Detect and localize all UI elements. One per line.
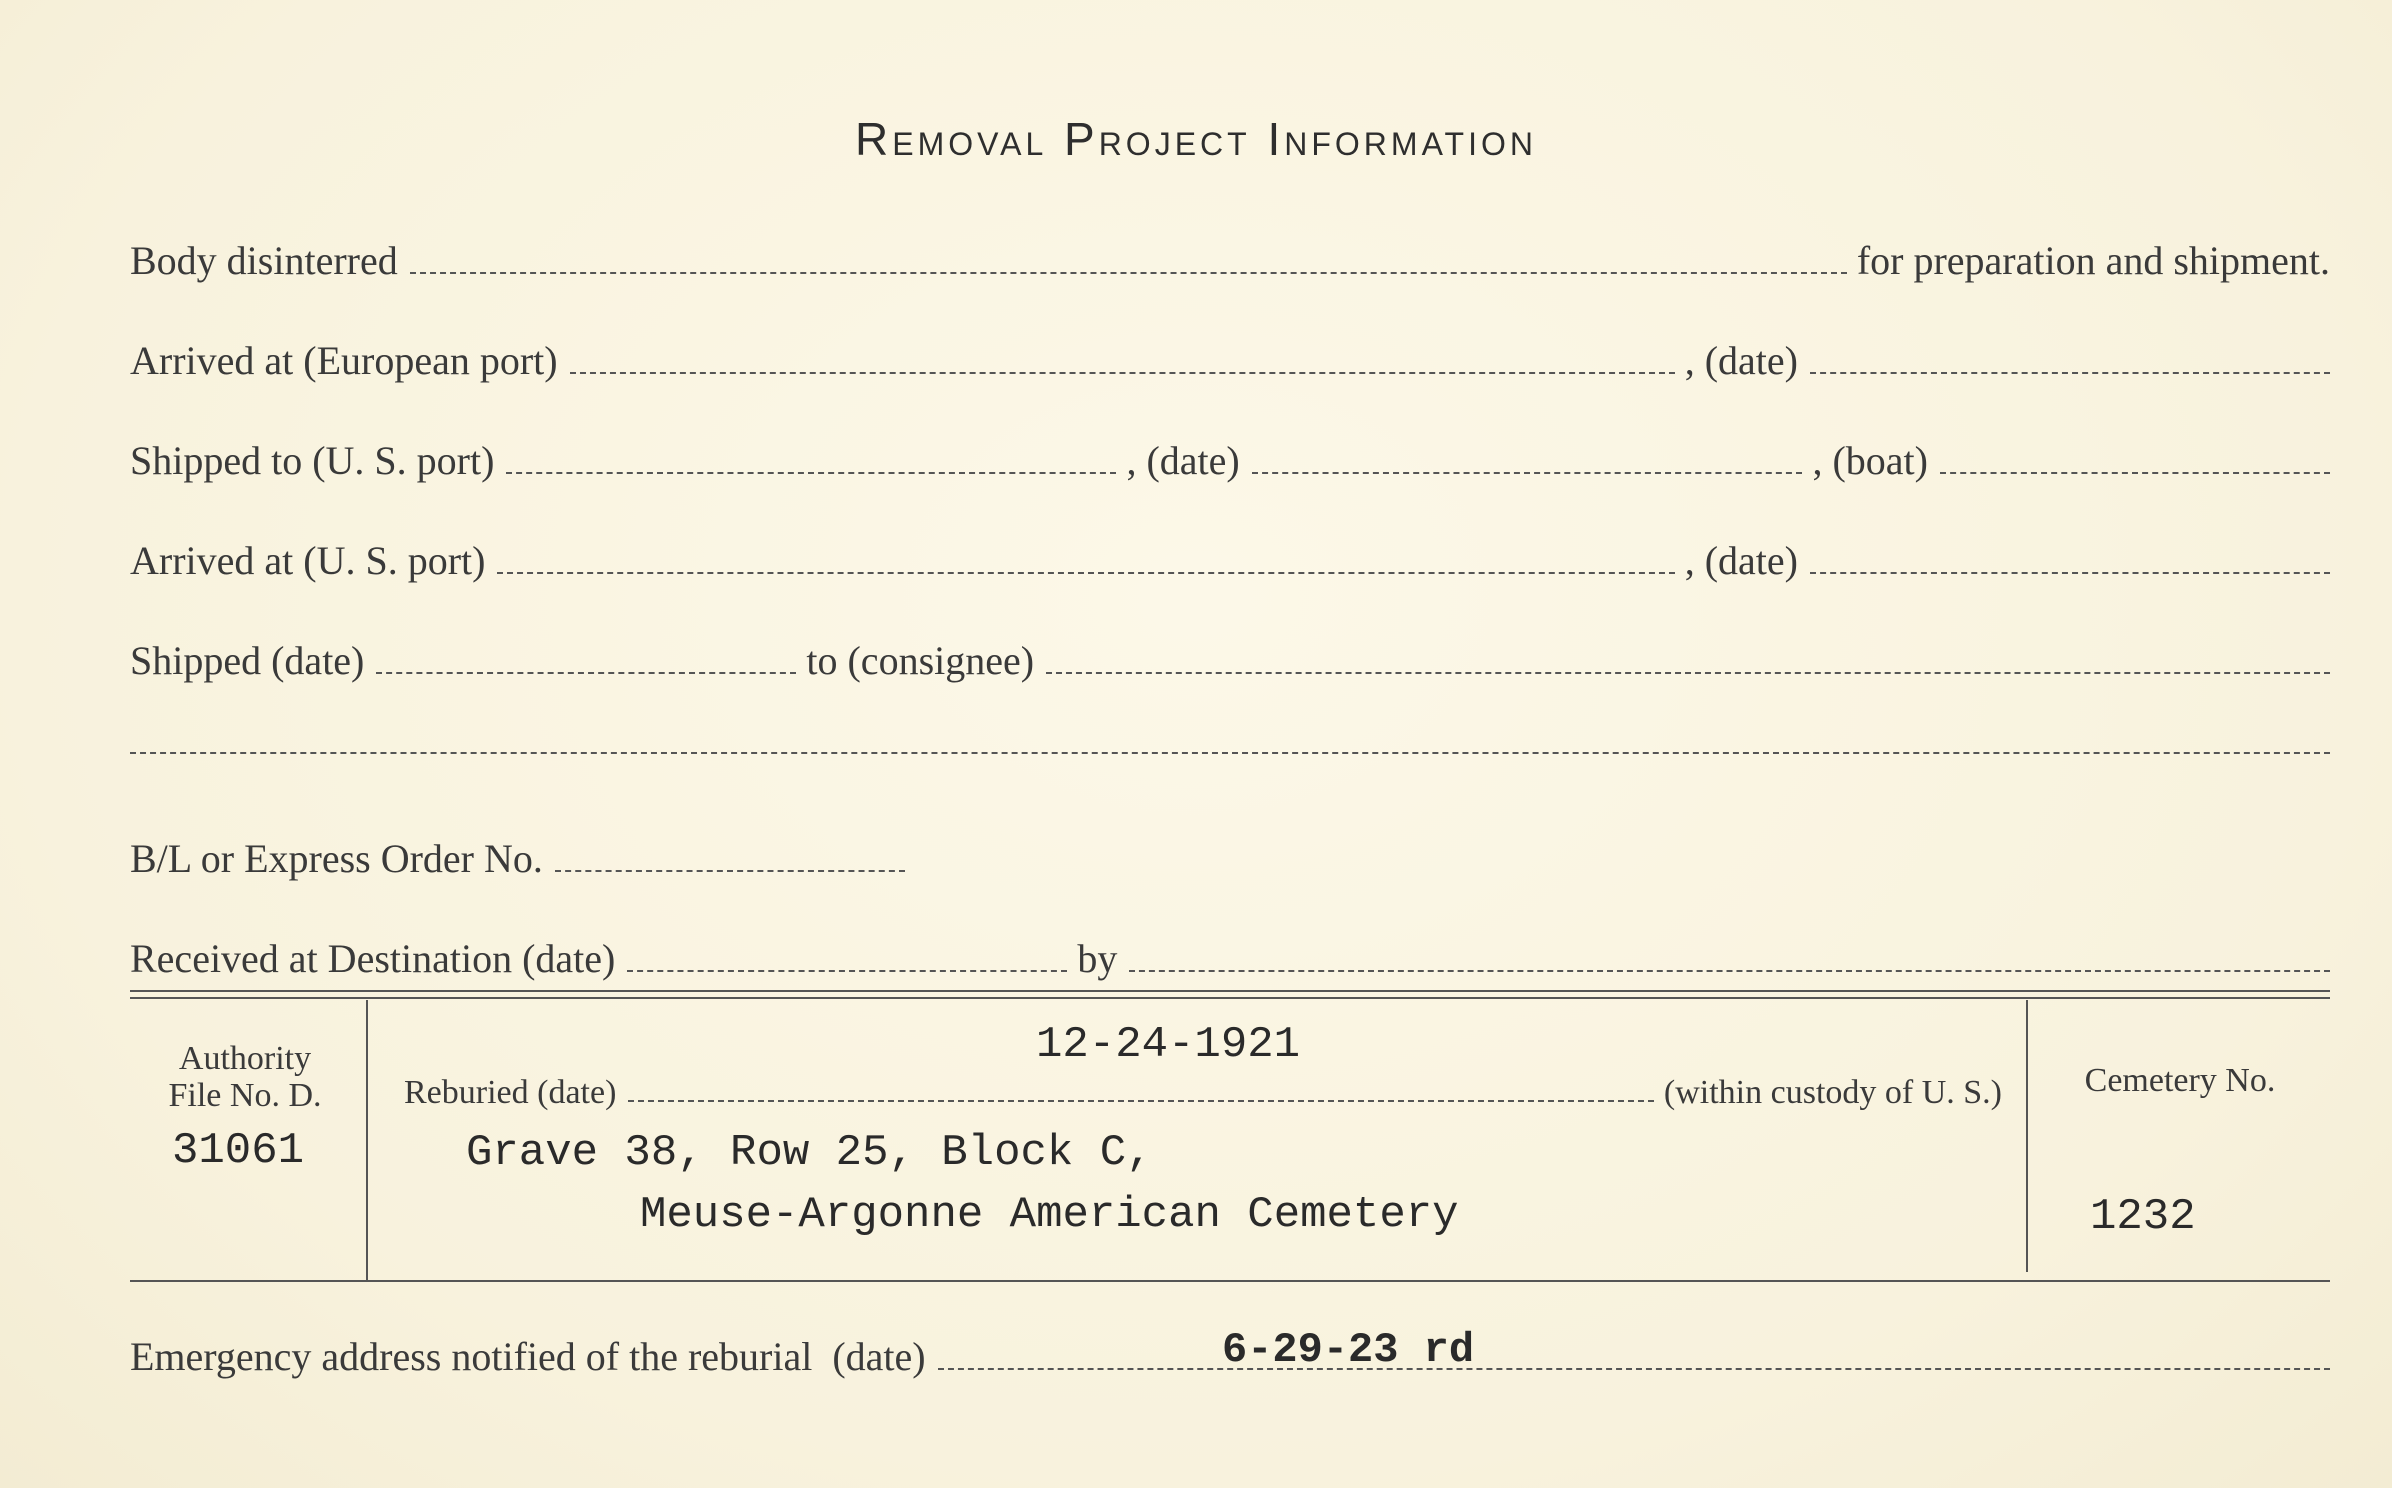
shipped-date-row: [130, 630, 2330, 686]
bl-order-field[interactable]: [555, 870, 905, 872]
consignee-continuation-row: [130, 710, 2330, 766]
arrived-european-date-label: , (date): [1684, 338, 1798, 383]
box-bottom-rule: [130, 1280, 2330, 1282]
bl-order-label: B/L or Express Order No.: [130, 836, 543, 881]
reburied-date-value: 12-24-1921: [1036, 1020, 1301, 1070]
body-disinterred-suffix: for preparation and shipment.: [1856, 238, 2330, 283]
shipped-us-row: [130, 430, 2330, 486]
authority-label: [140, 1040, 350, 1115]
arrived-us-row: [130, 530, 2330, 586]
box-top-rule-inner: [130, 997, 2330, 999]
authority-label-line1: Authority: [178, 1040, 312, 1077]
received-row: [130, 928, 2330, 984]
emergency-date-value: 6-29-23 rd: [1222, 1326, 1475, 1374]
body-disinterred-label: Body disinterred: [130, 238, 398, 283]
shipped-date-label: Shipped (date): [130, 638, 365, 683]
body-disinterred-row: [130, 230, 2330, 286]
box-divider-left: [366, 1000, 368, 1280]
shipped-date-field[interactable]: [376, 672, 796, 674]
body-disinterred-field[interactable]: [410, 272, 1847, 274]
boat-field[interactable]: [1940, 472, 2330, 474]
reburied-date-field[interactable]: [628, 1100, 1654, 1102]
received-label: Received at Destination (date): [130, 936, 616, 981]
emergency-date-field[interactable]: [938, 1368, 2330, 1370]
consignee-label: to (consignee): [806, 638, 1035, 683]
custody-label: (within custody of U. S.): [1663, 1074, 2002, 1111]
arrived-us-date-label: , (date): [1684, 538, 1798, 583]
grave-location-line2: Meuse-Argonne American Cemetery: [640, 1190, 1459, 1240]
arrived-us-port-field[interactable]: [497, 572, 1674, 574]
shipped-us-date-label: , (date): [1126, 438, 1240, 483]
authority-file-number: 31061: [172, 1126, 305, 1176]
grave-location-line1: Grave 38, Row 25, Block C,: [466, 1128, 1153, 1178]
arrived-european-row: [130, 330, 2330, 386]
emergency-label: Emergency address notified of the reburial (date): [130, 1334, 926, 1379]
authority-label-line2: File No. D.: [168, 1077, 322, 1115]
shipped-us-date-field[interactable]: [1252, 472, 1803, 474]
european-port-field[interactable]: [570, 372, 1675, 374]
cemetery-label: Cemetery No.: [2084, 1062, 2276, 1099]
reburied-label: Reburied (date): [404, 1074, 617, 1111]
arrived-us-date-field[interactable]: [1810, 572, 2330, 574]
consignee-field[interactable]: [1046, 672, 2330, 674]
cemetery-number: 1232: [2090, 1192, 2196, 1242]
received-by-label: by: [1077, 936, 1118, 981]
arrived-european-date-field[interactable]: [1810, 372, 2330, 374]
box-divider-right: [2026, 1000, 2028, 1272]
card-title: Removal Project Information: [855, 113, 1537, 165]
received-date-field[interactable]: [627, 970, 1067, 972]
shipped-us-label: Shipped to (U. S. port): [130, 438, 495, 483]
shipped-us-boat-label: , (boat): [1812, 438, 1928, 483]
arrived-us-label: Arrived at (U. S. port): [130, 538, 486, 583]
box-top-rule: [130, 990, 2330, 992]
us-port-field[interactable]: [506, 472, 1116, 474]
bl-order-row: [130, 828, 2330, 884]
consignee-continuation-field[interactable]: [130, 752, 2330, 754]
arrived-european-label: Arrived at (European port): [130, 338, 558, 383]
received-by-field[interactable]: [1129, 970, 2330, 972]
